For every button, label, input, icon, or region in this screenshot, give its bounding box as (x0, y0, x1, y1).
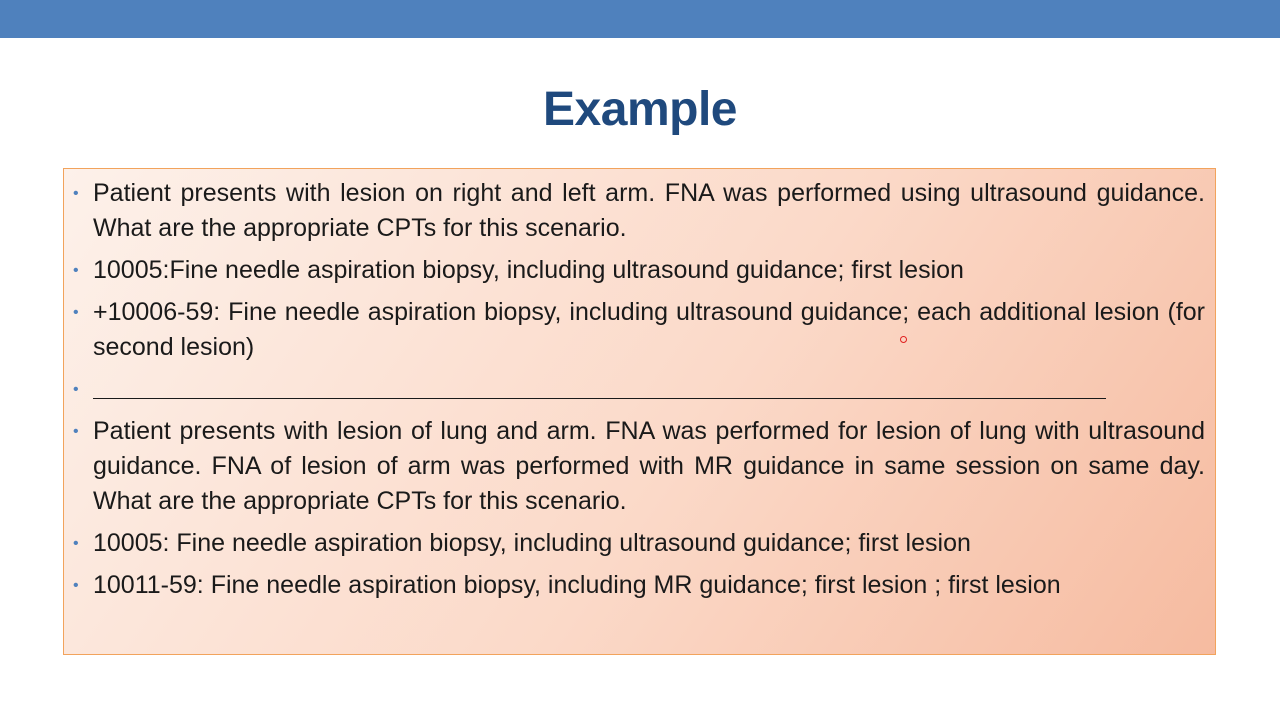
bullet-item: • 10005: Fine needle aspiration biopsy, including ultrasound guidance; first lesion (64, 526, 1215, 561)
slide-title: Example (543, 83, 737, 136)
bullet-item: • 10005:Fine needle aspiration biopsy, including ultrasound guidance; first lesion (64, 253, 1215, 288)
top-accent-bar (0, 0, 1280, 38)
divider-line (93, 398, 1106, 399)
content-box (63, 168, 1216, 655)
divider-bullet (64, 372, 1215, 407)
bullet-item: • Patient presents with lesion of lung and arm. FNA was performed for lesion of lung with ultrasound guidance. FNA of lesion of arm was performed with MR guidance in same session on same day. What are the appropriate CPTs for this scenario. (64, 414, 1215, 519)
bullet-item: • Patient presents with lesion on right and left arm. FNA was performed using ultrasound guidance. What are the appropriate CPTs for this scenario. (64, 176, 1215, 246)
bullet-list (64, 176, 1215, 610)
laser-pointer-icon (900, 336, 907, 343)
bullet-item: • 10011-59: Fine needle aspiration biopsy, including MR guidance; first lesion ; first lesion (64, 568, 1215, 603)
bullet-item: • +10006-59: Fine needle aspiration biopsy, including ultrasound guidance; each additional lesion (for second lesion) (64, 295, 1215, 365)
